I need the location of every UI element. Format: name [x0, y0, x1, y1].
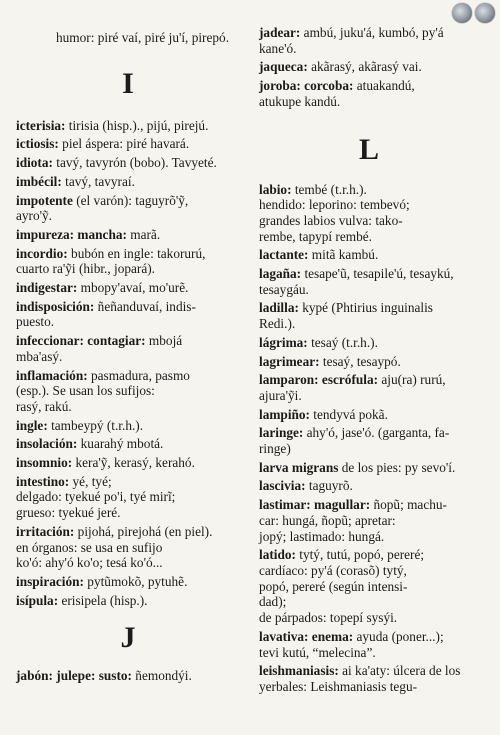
entry-headword: lamparon: escrófula: — [259, 372, 379, 388]
entry-definition-line: de párpados: topepí sysýi. — [259, 610, 398, 626]
entry-definition: aju(ra) rurú, — [378, 372, 446, 388]
dictionary-entry — [16, 333, 240, 364]
entry-definition-line: rembe, tapypí rembé. — [259, 228, 372, 244]
dictionary-entry — [16, 474, 240, 521]
entry-definition: tesape'ũ, tesapile'ú, tesaykú, — [301, 266, 454, 282]
entry-headword: joroba: corcoba: — [259, 78, 354, 94]
entry-definition-line: dad); — [259, 594, 287, 610]
dictionary-entry — [259, 25, 479, 56]
entry-definition: piel áspera: piré havará. — [58, 136, 190, 152]
entry-headword: jaqueca: — [259, 59, 308, 75]
entry-headword: indisposición: — [16, 298, 95, 314]
entry-definition-line: popó, pereré (según intensi- — [259, 578, 408, 594]
entry-headword: lagaña: — [259, 266, 302, 282]
dictionary-entry — [259, 460, 479, 476]
entry-headword: lampiño: — [259, 406, 310, 422]
dictionary-entry — [259, 497, 479, 544]
entry-definition-line: Redi.). — [259, 316, 296, 332]
entry-headword: labio: — [259, 181, 292, 197]
dictionary-entry — [259, 78, 479, 109]
dictionary-entry — [16, 193, 240, 224]
entry-definition-line: grueso: tyekué jeré. — [16, 505, 121, 521]
entry-definition: de los pies: py sevo'í. — [338, 459, 456, 475]
entry-headword: laringe: — [259, 425, 304, 441]
entry-definition-line: car: hungá, ñopũ; apretar: — [259, 512, 396, 528]
entry-headword: inspiración: — [16, 573, 84, 589]
dictionary-entry — [259, 478, 479, 494]
entry-headword: impotente — [16, 192, 73, 208]
entries-i — [16, 118, 240, 609]
dictionary-entry — [16, 280, 240, 296]
entry-definition: taguyrõ. — [305, 478, 353, 494]
entry-continuation: humor: piré vaí, piré ju'í, pirepó. — [56, 30, 230, 45]
entry-definition: marã. — [126, 226, 161, 242]
section-letter-j: J — [120, 621, 136, 655]
entry-definition-line: (esp.). Se usan los sufijos: — [16, 383, 155, 399]
entry-definition: ñeñanduvaí, indis- — [94, 298, 196, 314]
entry-definition-line: tesaygáu. — [259, 281, 309, 297]
entry-definition-line: ringe) — [259, 441, 291, 457]
dictionary-entry — [16, 155, 240, 171]
entry-headword: ingle: — [16, 417, 48, 433]
entry-definition-line: puesto. — [16, 314, 55, 330]
dictionary-entry — [259, 182, 479, 245]
entry-definition-line: en órganos: se usa en sufijo — [16, 539, 163, 555]
entry-definition-line: cuarto ra'ỹi (hibr., jopará). — [16, 261, 156, 277]
entry-definition-line: ko'ó: ahy'ó ko'o; tesá ko'ó... — [16, 555, 163, 571]
entry-definition: yé, tyé; — [69, 473, 112, 489]
entry-headword: infeccionar: contagiar: — [16, 333, 146, 349]
entry-definition: ñemondýi. — [131, 668, 192, 684]
entry-definition: tavý, tavyraí. — [61, 173, 135, 189]
entry-definition: tendyvá pokã. — [309, 406, 388, 422]
dictionary-entry — [259, 247, 479, 263]
entry-headword: indigestar: — [16, 280, 78, 296]
entry-definition: kuarahý mbotá. — [77, 436, 164, 452]
dictionary-entry — [259, 372, 479, 403]
entry-definition-line: atukupe kandú. — [259, 93, 341, 109]
dictionary-entry — [16, 593, 240, 609]
entry-definition: tirisia (hisp.)., pijú, pirejú. — [65, 117, 209, 133]
entry-definition: mitã kambú. — [308, 247, 379, 263]
entry-definition-line: mba'asý. — [16, 348, 63, 364]
entry-definition: ahy'ó, jase'ó. (garganta, fa- — [303, 425, 450, 441]
entry-definition-line: delgado: tyekué po'i, tyé mirĩ; — [16, 489, 176, 505]
left-column — [16, 0, 240, 687]
entry-headword: insomnio: — [16, 455, 73, 471]
section-letter-i: I — [122, 66, 134, 100]
dictionary-entry — [16, 136, 240, 152]
dictionary-entry — [259, 335, 479, 351]
entry-definition: tembé (t.r.h.). — [291, 181, 367, 197]
entry-definition-line: kane'ó. — [259, 40, 297, 56]
dictionary-entry — [259, 629, 479, 660]
entry-headword: inflamación: — [16, 367, 88, 383]
entry-definition: erisipela (hisp.). — [58, 592, 148, 608]
entry-definition: ayuda (poner...); — [353, 628, 444, 644]
entry-definition-line: grandes labios vulva: tako- — [259, 212, 403, 228]
entry-definition-line: tevi kutú, “melecina”. — [259, 644, 376, 660]
entry-headword: lastimar: magullar: — [259, 497, 371, 513]
dictionary-entry — [16, 118, 240, 134]
dictionary-entry — [16, 227, 240, 243]
entry-headword: insolación: — [16, 436, 78, 452]
entry-headword: larva migrans — [259, 459, 339, 475]
entry-headword: lactante: — [259, 247, 309, 263]
dictionary-entry — [16, 368, 240, 415]
entry-definition: pytũmokõ, pytuhẽ. — [83, 573, 188, 589]
dictionary-entry — [16, 455, 240, 471]
entry-definition: tytý, tutú, popó, pereré; — [295, 547, 425, 563]
entry-definition: pasmadura, pasmo — [87, 367, 190, 383]
section-letter-l: L — [358, 132, 379, 166]
dictionary-entry — [16, 436, 240, 452]
dictionary-entry — [16, 174, 240, 190]
entry-headword: lavativa: enema: — [259, 628, 354, 644]
dictionary-entry — [259, 59, 479, 75]
entry-definition: mbopy'avaí, mo'urẽ. — [77, 280, 189, 296]
entry-definition: bubón en ingle: takorurú, — [67, 245, 206, 261]
entry-definition-line: yerbales: Leishmaniasis tegu- — [259, 678, 418, 694]
entry-headword: icterisia: — [16, 117, 66, 133]
entry-definition-line: cardíaco: py'á (corasõ) tytý, — [259, 562, 407, 578]
entry-headword: lagrimear: — [259, 353, 320, 369]
entry-headword: impureza: mancha: — [16, 226, 127, 242]
dictionary-entry — [16, 246, 240, 277]
dictionary-entry — [259, 547, 479, 626]
entry-headword: jadear: — [259, 25, 301, 40]
dictionary-entry — [259, 663, 479, 694]
right-column — [259, 0, 479, 698]
entry-headword: intestino: — [16, 473, 70, 489]
dictionary-entry — [16, 299, 240, 330]
entry-definition-line: jopý; lastimado: hungá. — [259, 528, 385, 544]
entry-headword: ladilla: — [259, 300, 299, 316]
entry-headword: isípula: — [16, 592, 59, 608]
entry-definition-line: hendido: leporino: tembevó; — [259, 197, 410, 213]
entry-headword: lágrima: — [259, 334, 308, 350]
entry-definition: atuakandú, — [353, 78, 415, 94]
entry-definition: ai ka'aty: úlcera de los — [338, 663, 461, 679]
dictionary-entry — [16, 668, 240, 684]
entry-definition-line: rasý, rakú. — [16, 398, 72, 414]
dictionary-entry — [259, 300, 479, 331]
entry-headword: imbécil: — [16, 173, 62, 189]
entry-headword: lascivia: — [259, 478, 306, 494]
dictionary-entry — [16, 574, 240, 590]
entry-definition: kera'ỹ, kerasý, keraһó. — [72, 455, 195, 471]
entry-headword: incordio: — [16, 245, 68, 261]
entry-definition-line: ajura'ỹi. — [259, 387, 302, 403]
entry-definition: tavý, tavyrón (bobo). Tavyeté. — [52, 155, 217, 171]
entry-definition: (el varón): taguyrõ'ỹ, — [72, 192, 189, 208]
entry-definition: tambeypý (t.r.h.). — [47, 417, 144, 433]
entry-definition: mbojá — [145, 333, 183, 349]
entry-headword: idiota: — [16, 155, 53, 171]
entry-headword: leishmaniasis: — [259, 663, 339, 679]
entry-definition: tesaý (t.r.h.). — [307, 334, 378, 350]
entry-headword: jabón: julepe: susto: — [16, 668, 132, 684]
entry-definition: ambú, juku'á, kumbó, py'á — [300, 25, 444, 40]
entry-headword: ictiosis: — [16, 136, 59, 152]
dictionary-entry — [259, 425, 479, 456]
entry-definition: pijohá, pirejohá (en piel). — [74, 523, 213, 539]
entry-definition: akãrasý, akãrasý vai. — [307, 59, 422, 75]
entry-definition: ñopũ; machu- — [370, 497, 447, 513]
entry-definition: kypé (Phtirius inguinalis — [298, 300, 433, 316]
dictionary-entry — [16, 418, 240, 434]
entries-j-continued — [259, 25, 479, 110]
dictionary-entry — [259, 354, 479, 370]
dictionary-entry — [259, 266, 479, 297]
entry-headword: irritación: — [16, 523, 75, 539]
entry-definition: tesaý, tesaypó. — [319, 353, 401, 369]
dictionary-entry — [16, 524, 240, 571]
entries-j — [16, 668, 240, 684]
entry-definition-line: ayro'ỹ. — [16, 208, 52, 224]
entries-l — [259, 182, 479, 695]
entry-headword: latido: — [259, 547, 296, 563]
dictionary-entry — [259, 407, 479, 423]
